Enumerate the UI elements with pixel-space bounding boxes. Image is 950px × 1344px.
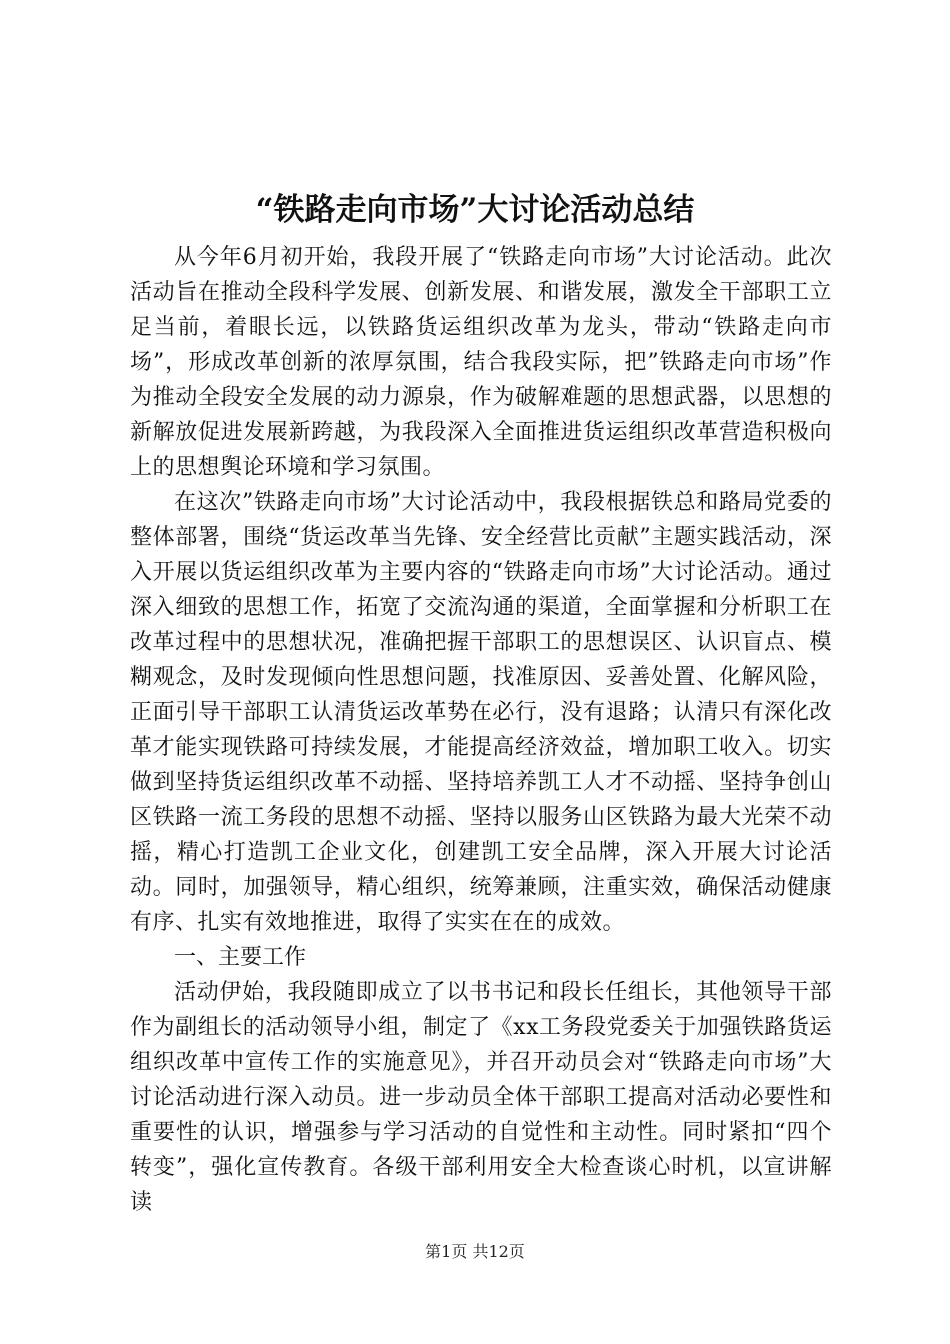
paragraph-discussion: 在这次”铁路走向市场”大讨论活动中，我段根据铁总和路局党委的整体部署，围绕“货运改革当先锋、安全经营比贡献”主题实践活动，深入开展以货运组织改革为主要内容的“铁路走向市场”大讨论活动。通过深入细致的思想工作，拓宽了交流沟通的渠道，全面掌握和分析职工在改革过程中的思想状况，准确把握干部职工的思想误区、认识盲点、模糊观念，及时发现倾向性思想问题，找准原因、妥善处置、化解风险，正面引导干部职工认清货运改革势在必行，没有退路；认清只有深化改革才能实现铁路可持续发展，才能提高经济效益，增加职工收入。切实做到坚持货运组织改革不动摇、坚持培养凯工人才不动摇、坚持争创山区铁路一流工务段的思想不动摇、坚持以服务山区铁路为最大光荣不动摇，精心打造凯工企业文化，创建凯工安全品牌，深入开展大讨论活动。同时，加强领导，精心组织，统筹兼顾，注重实效，确保活动健康有序、扎实有效地推进，取得了实实在在的成效。 [130,490,832,935]
page-footer: 第1页 共12页 [425,1242,525,1261]
document-body [130,240,832,1220]
paragraph-intro: 从今年6月初开始，我段开展了“铁路走向市场”大讨论活动。此次活动旨在推动全段科学发展、创新发展、和谐发展，激发全干部职工立足当前，着眼长远，以铁路货运组织改革为龙头，带动“铁路走向市场”，形成改革创新的浓厚氛围，结合我段实际，把”铁路走向市场”作为推动全段安全发展的动力源泉，作为破解难题的思想武器，以思想的新解放促进发展新跨越，为我段深入全面推进货运组织改革营造积极向上的思想舆论环境和学习氛围。 [130,245,832,480]
paragraph-main-work: 活动伊始，我段随即成立了以书书记和段长任组长，其他领导干部作为副组长的活动领导小组，制定了《xx工务段党委关于加强铁路货运组织改革中宣传工作的实施意见》，并召开动员会对“铁路走向市场”大讨论活动进行深入动员。进一步动员全体干部职工提高对活动必要性和重要性的认识，增强参与学习活动的自觉性和主动性。同时紧扣“四个转变”，强化宣传教育。各级干部利用安全大检查谈心时机，以宣讲解读 [130,980,832,1215]
section-heading-main-work: 一、主要工作 [174,945,307,970]
document-title: “铁路走向市场”大讨论活动总结 [255,192,695,228]
